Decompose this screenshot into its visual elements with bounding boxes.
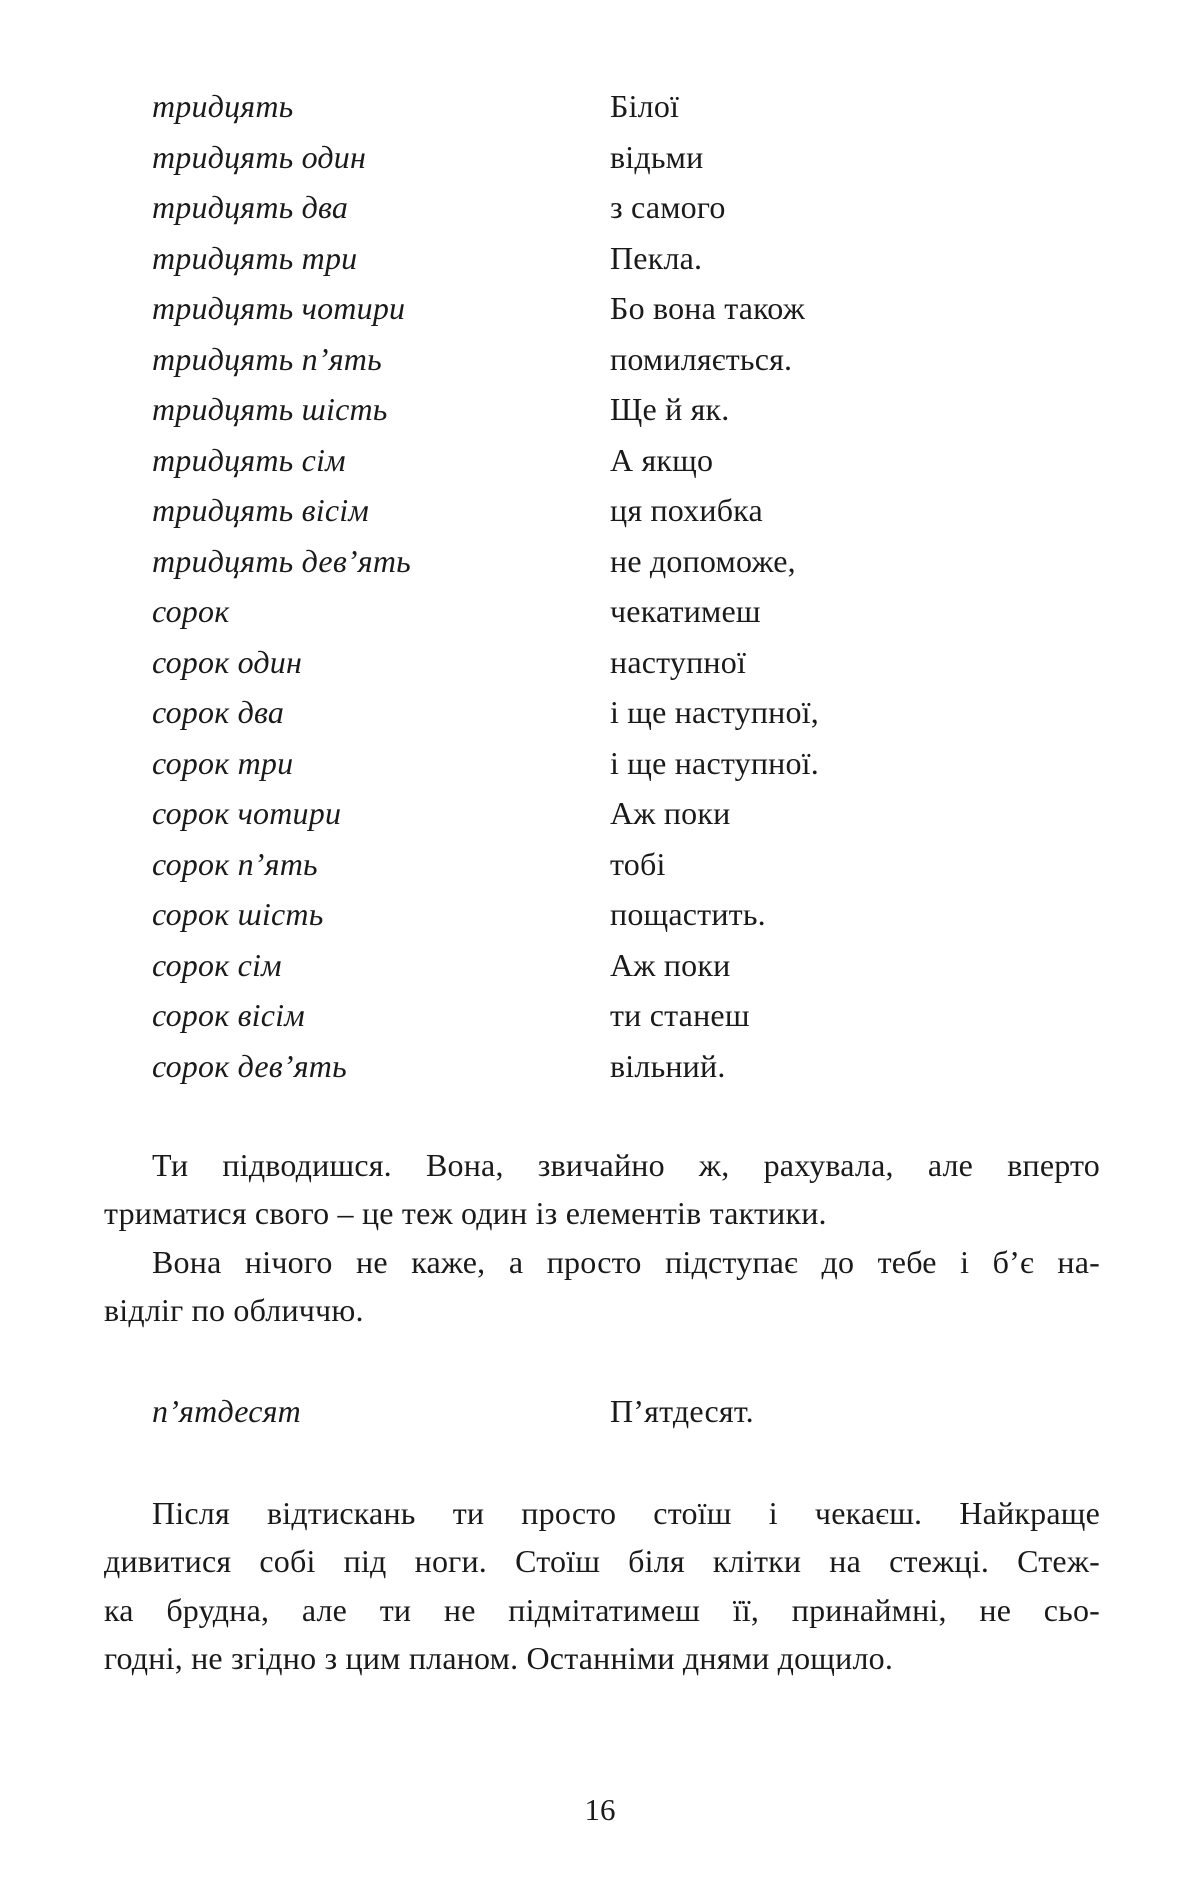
count-word: тридцять сім: [152, 441, 346, 478]
count-word: сорок шість: [152, 896, 324, 932]
poem-text: відьми: [610, 138, 704, 175]
count-word: сорок три: [152, 744, 294, 781]
poem-text: тобі: [610, 845, 666, 882]
count-word: тридцять чотири: [152, 290, 406, 326]
poem-text: Аж поки: [610, 795, 731, 831]
count-word: сорок: [152, 593, 230, 629]
count-row: [152, 132, 1112, 183]
poem-text: пощастить.: [610, 896, 766, 932]
poem-text: і ще наступної,: [610, 694, 819, 730]
count-row: [152, 738, 1112, 789]
poem-text: чекатимеш: [610, 593, 761, 629]
count-word: сорок вісім: [152, 997, 305, 1033]
count-list: [152, 81, 1112, 1091]
fifty-row: [152, 1387, 1112, 1435]
poem-text: Бо вона також: [610, 290, 806, 326]
count-word: сорок чотири: [152, 795, 342, 831]
count-word: тридцять один: [152, 138, 367, 175]
count-row: [152, 990, 1112, 1041]
count-word: тридцять: [152, 88, 294, 124]
count-row: [152, 586, 1112, 637]
count-word: сорок один: [152, 643, 303, 680]
count-word: сорок дев’ять: [152, 1047, 347, 1084]
poem-text: Білої: [610, 88, 680, 124]
count-row: [152, 687, 1112, 738]
body-line: відліг по обличчю.: [104, 1291, 364, 1328]
count-row: [152, 485, 1112, 536]
poem-text: помиляється.: [610, 340, 793, 377]
body-line: Вона нічого не каже, а просто підступає до тебе і б’є на-: [152, 1243, 1100, 1280]
count-row: [152, 889, 1112, 940]
count-word: сорок два: [152, 694, 285, 730]
count-row: [152, 334, 1112, 385]
count-row: [152, 435, 1112, 486]
paragraph-block-bottom: [104, 1489, 1100, 1682]
count-word: сорок п’ять: [152, 845, 318, 882]
body-line: ка брудна, але ти не підмітатимеш її, принаймні, не сьо-: [104, 1591, 1100, 1628]
count-row: [152, 182, 1112, 233]
poem-text: ти станеш: [610, 997, 750, 1033]
count-word: тридцять два: [152, 189, 349, 225]
count-row: [152, 283, 1112, 334]
count-word: тридцять дев’ять: [152, 542, 411, 579]
count-row: [152, 940, 1112, 991]
page-number: 16: [584, 1792, 616, 1827]
poem-text: наступної: [610, 643, 747, 680]
paragraph-block-top: [104, 1141, 1100, 1334]
count-word: п’ятдесят: [152, 1393, 301, 1429]
count-row: [152, 81, 1112, 132]
count-word: тридцять три: [152, 239, 358, 276]
poem-text: Пекла.: [610, 239, 703, 276]
poem-text: П’ятдесят.: [610, 1393, 754, 1429]
count-word: тридцять п’ять: [152, 340, 382, 377]
body-line: годні, не згідно з цим планом. Останніми днями дощило.: [104, 1639, 894, 1676]
poem-text: з самого: [610, 189, 726, 225]
count-row: [152, 536, 1112, 587]
count-row: [152, 788, 1112, 839]
body-line: триматися свого – це теж один із елементів тактики.: [104, 1195, 827, 1232]
body-line: Після відтискань ти просто стоїш і чекаєш. Найкраще: [152, 1495, 1100, 1531]
count-word: сорок сім: [152, 946, 282, 983]
poem-text: не допоможе,: [610, 542, 796, 579]
count-row: [152, 839, 1112, 890]
count-word: тридцять вісім: [152, 492, 369, 528]
count-row: [152, 233, 1112, 284]
body-line: Ти підводишся. Вона, звичайно ж, рахувала, але вперто: [152, 1147, 1100, 1183]
poem-text: Ще й як.: [610, 391, 730, 427]
count-row: [152, 384, 1112, 435]
poem-text: Аж поки: [610, 946, 731, 983]
count-row: [152, 637, 1112, 688]
poem-text: ця похибка: [610, 492, 763, 528]
poem-text: А якщо: [610, 441, 714, 478]
body-line: дивитися собі під ноги. Стоїш біля клітки на стежці. Стеж-: [104, 1543, 1100, 1580]
count-row: [152, 1041, 1112, 1092]
count-word: тридцять шість: [152, 391, 388, 427]
poem-text: вільний.: [610, 1047, 726, 1084]
poem-text: і ще наступної.: [610, 744, 819, 781]
